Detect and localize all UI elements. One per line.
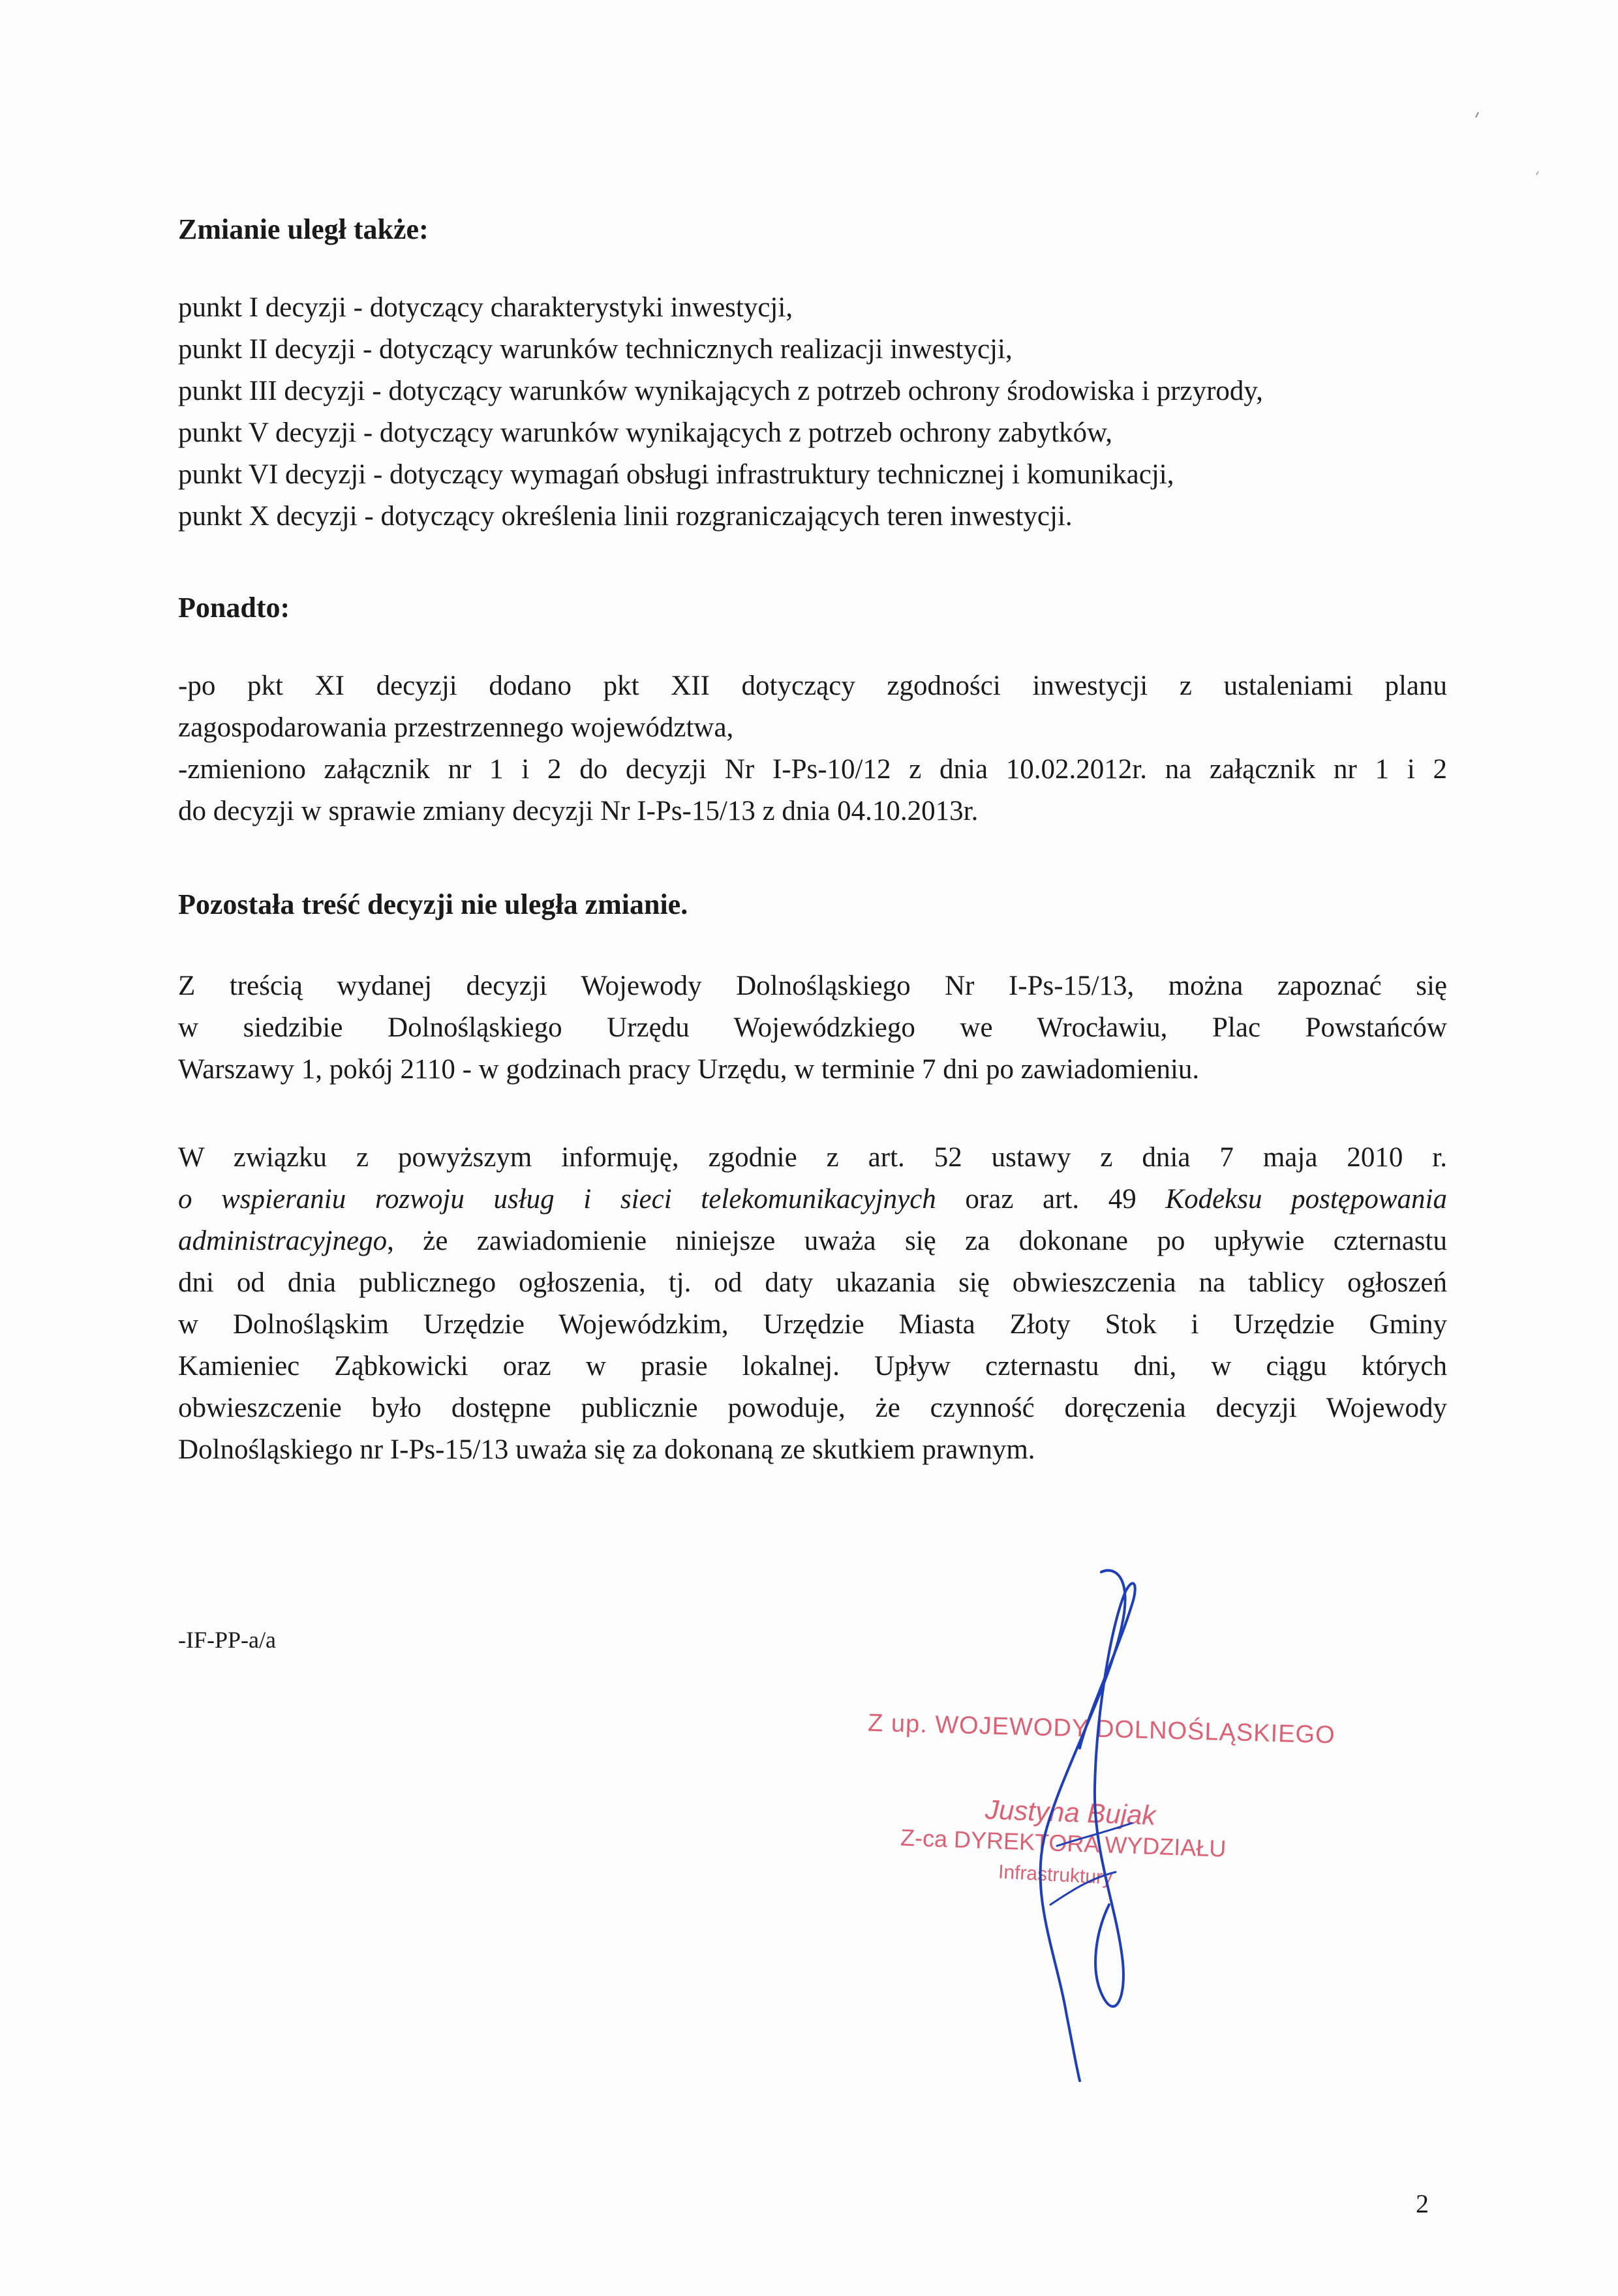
section-remaining	[178, 884, 1447, 926]
list-item: punkt X decyzji - dotyczący określenia linii rozgraniczających teren inwestycji.	[178, 501, 1073, 532]
section-additionally	[178, 587, 1447, 629]
paragraph-line	[178, 1220, 1447, 1262]
list-item: punkt II decyzji - dotyczący warunków technicznych realizacji inwestycji,	[178, 334, 1013, 365]
paragraph-line: w Dolnośląskim Urzędzie Wojewódzkim, Urzędzie Miasta Złoty Stok i Urzędzie Gminy	[178, 1309, 1447, 1340]
paragraph-line: obwieszczenie było dostępne publicznie powoduje, że czynność doręczenia decyzji Wojewody	[178, 1393, 1447, 1423]
list-item: punkt III decyzji - dotyczący warunków wynikających z potrzeb ochrony środowiska i przyrody,	[178, 376, 1263, 406]
paragraph-line: zagospodarowania przestrzennego województwa,	[178, 712, 734, 743]
paragraph-line: Dolnośląskiego nr I-Ps-15/13 uważa się za dokonaną ze skutkiem prawnym.	[178, 1434, 1035, 1465]
paragraph-line: dni od dnia publicznego ogłoszenia, tj. od daty ukazania się obwieszczenia na tablicy ogłoszeń	[178, 1267, 1447, 1298]
paragraph-line	[178, 1179, 1447, 1220]
changed-points-list	[178, 287, 1447, 537]
paragraph-line: W związku z powyższym informuję, zgodnie z art. 52 ustawy z dnia 7 maja 2010 r.	[178, 1142, 1447, 1173]
reference-code: -IF-PP-a/a	[178, 1627, 276, 1653]
paragraph-line: Warszawy 1, pokój 2110 - w godzinach pracy Urzędu, w terminie 7 dni po zawiadomieniu.	[178, 1054, 1200, 1085]
stamp-authority: Z up. WOJEWODY DOLNOŚLĄSKIEGO	[867, 1709, 1336, 1749]
paragraph-line: w siedzibie Dolnośląskiego Urzędu Wojewódzkiego we Wrocławiu, Plac Powstańców	[178, 1012, 1447, 1043]
paragraph-legal-notice	[178, 1137, 1447, 1471]
list-item: punkt VI decyzji - dotyczący wymagań obsługi infrastruktury technicznej i komunikacji,	[178, 459, 1174, 490]
section-heading-additionally: Ponadto:	[178, 592, 290, 624]
paragraph-line: Kamieniec Ząbkowicki oraz w prasie lokalnej. Upływ czternastu dni, w ciągu których	[178, 1351, 1447, 1382]
section-heading-remaining: Pozostała treść decyzji nie uległa zmianie.	[178, 888, 688, 920]
additional-changes	[178, 665, 1447, 832]
code-title-cont: administracyjnego	[178, 1226, 388, 1256]
list-item: punkt I decyzji - dotyczący charakterystyki inwestycji,	[178, 292, 793, 323]
section-heading-changes: Zmianie uległ także:	[178, 213, 429, 245]
stamp-title: Z-ca DYREKTORA WYDZIAŁU	[900, 1824, 1227, 1862]
paragraph-line: Z treścią wydanej decyzji Wojewody Dolnośląskiego Nr I-Ps-15/13, można zapoznać się	[178, 971, 1447, 1001]
text-fragment: oraz art. 49	[936, 1184, 1166, 1215]
code-title: Kodeksu postępowania	[1165, 1184, 1448, 1215]
statute-title: o wspieraniu rozwoju usług i sieci telekomunikacyjnych	[178, 1184, 936, 1215]
paragraph-access-info	[178, 965, 1447, 1091]
paragraph-line: -zmieniono załącznik nr 1 i 2 do decyzji Nr I-Ps-10/12 z dnia 10.02.2012r. na załącznik nr 1 i 2	[178, 754, 1447, 785]
stamp-name: Justyna Bujak	[985, 1794, 1157, 1831]
text-fragment: , że zawiadomienie niniejsze uważa się za dokonane po upływie czternastu	[387, 1226, 1447, 1256]
stamp-department: Infrastruktury	[998, 1861, 1113, 1889]
paragraph-line: -po pkt XI decyzji dodano pkt XII dotyczący zgodności inwestycji z ustaleniami planu	[178, 671, 1447, 701]
section-changes	[178, 209, 1447, 250]
paragraph-line: do decyzji w sprawie zmiany decyzji Nr I-Ps-15/13 z dnia 04.10.2013r.	[178, 796, 979, 826]
signature-icon	[1018, 1565, 1174, 2087]
page-number: 2	[1416, 2189, 1429, 2218]
list-item: punkt V decyzji - dotyczący warunków wynikających z potrzeb ochrony zabytków,	[178, 417, 1113, 448]
